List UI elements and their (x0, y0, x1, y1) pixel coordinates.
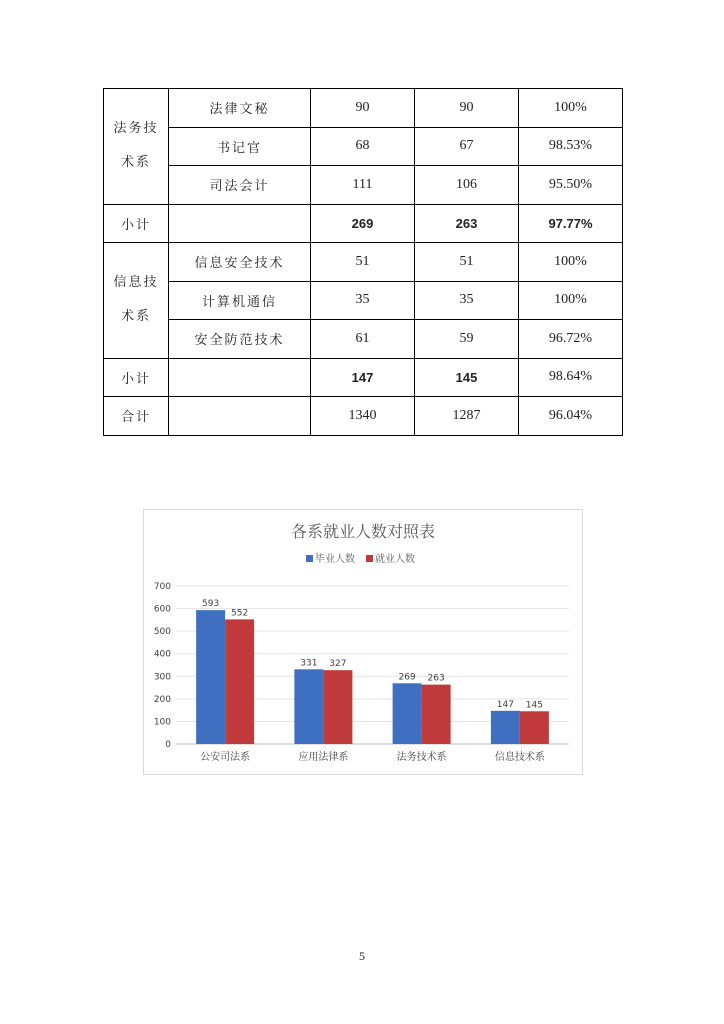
data-label: 331 (300, 658, 318, 669)
data-label: 327 (329, 659, 347, 670)
data-label: 593 (202, 599, 220, 610)
employed-cell: 1287 (415, 397, 519, 436)
employment-bar-chart (143, 509, 583, 775)
bar (196, 610, 225, 744)
major-cell: 计算机通信 (169, 281, 311, 320)
employed-cell: 51 (415, 243, 519, 282)
total-label: 合计 (104, 397, 169, 436)
employed-cell: 67 (415, 127, 519, 166)
x-tick-label: 应用法律系 (298, 752, 349, 763)
employed-cell: 35 (415, 281, 519, 320)
subtotal-label: 小计 (104, 204, 169, 243)
graduates-cell: 51 (311, 243, 415, 282)
graduates-cell: 68 (311, 127, 415, 166)
major-cell: 书记官 (169, 127, 311, 166)
employed-cell: 90 (415, 89, 519, 128)
x-tick-label: 公安司法系 (200, 752, 251, 763)
subtotal-label: 小计 (104, 358, 169, 397)
y-tick-label: 700 (153, 582, 171, 592)
employment-table (103, 88, 623, 436)
data-label: 552 (231, 608, 249, 619)
chart-svg (144, 510, 582, 774)
total-row (104, 397, 623, 436)
department-cell: 信息技 术系 (104, 243, 169, 359)
legend-swatch (306, 555, 313, 562)
table-row (104, 320, 623, 359)
bar (323, 670, 352, 744)
y-tick-label: 500 (153, 627, 171, 638)
chart-title: 各系就业人数对照表 (290, 522, 436, 541)
major-cell: 安全防范技术 (169, 320, 311, 359)
table-row (104, 127, 623, 166)
y-tick-label: 300 (153, 672, 171, 683)
major-cell: 法律文秘 (169, 89, 311, 128)
graduates-cell: 90 (311, 89, 415, 128)
graduates-cell: 35 (311, 281, 415, 320)
rate-cell: 98.64% (519, 358, 623, 397)
rate-cell: 100% (519, 243, 623, 282)
table-row (104, 281, 623, 320)
graduates-cell: 1340 (311, 397, 415, 436)
data-label: 269 (398, 672, 416, 683)
rate-cell: 97.77% (519, 204, 623, 243)
rate-cell: 98.53% (519, 127, 623, 166)
subtotal-row (104, 204, 623, 243)
employed-cell: 106 (415, 166, 519, 205)
rate-cell: 100% (519, 89, 623, 128)
empty-cell (169, 204, 311, 243)
department-cell: 法务技 术系 (104, 89, 169, 205)
employed-cell: 145 (415, 358, 519, 397)
employed-cell: 59 (415, 320, 519, 359)
data-label: 147 (496, 699, 514, 710)
legend-label: 毕业人数 (315, 554, 355, 565)
rate-cell: 96.72% (519, 320, 623, 359)
major-cell: 信息安全技术 (169, 243, 311, 282)
graduates-cell: 111 (311, 166, 415, 205)
x-tick-label: 信息技术系 (494, 752, 545, 763)
major-cell: 司法会计 (169, 166, 311, 205)
rate-cell: 95.50% (519, 166, 623, 205)
table-row (104, 243, 623, 282)
y-tick-label: 200 (153, 694, 171, 705)
y-tick-label: 400 (153, 649, 171, 660)
empty-cell (169, 358, 311, 397)
empty-cell (169, 397, 311, 436)
data-label: 263 (427, 673, 445, 684)
bar (520, 711, 549, 744)
graduates-cell: 61 (311, 320, 415, 359)
graduates-cell: 147 (311, 358, 415, 397)
table-row (104, 166, 623, 205)
page-number: 5 (359, 949, 365, 963)
rate-cell: 96.04% (519, 397, 623, 436)
x-tick-label: 法务技术系 (396, 752, 447, 763)
y-tick-label: 600 (153, 604, 171, 615)
bar (422, 685, 451, 744)
legend-swatch (366, 555, 373, 562)
employed-cell: 263 (415, 204, 519, 243)
bar (225, 619, 254, 744)
data-label: 145 (525, 700, 543, 711)
y-tick-label: 100 (153, 717, 171, 728)
y-tick-label: 0 (165, 740, 171, 750)
table-row (104, 89, 623, 128)
subtotal-row (104, 358, 623, 397)
bar (491, 711, 520, 744)
rate-cell: 100% (519, 281, 623, 320)
legend-label: 就业人数 (375, 554, 415, 565)
bar (294, 669, 323, 744)
bar (393, 683, 422, 744)
graduates-cell: 269 (311, 204, 415, 243)
